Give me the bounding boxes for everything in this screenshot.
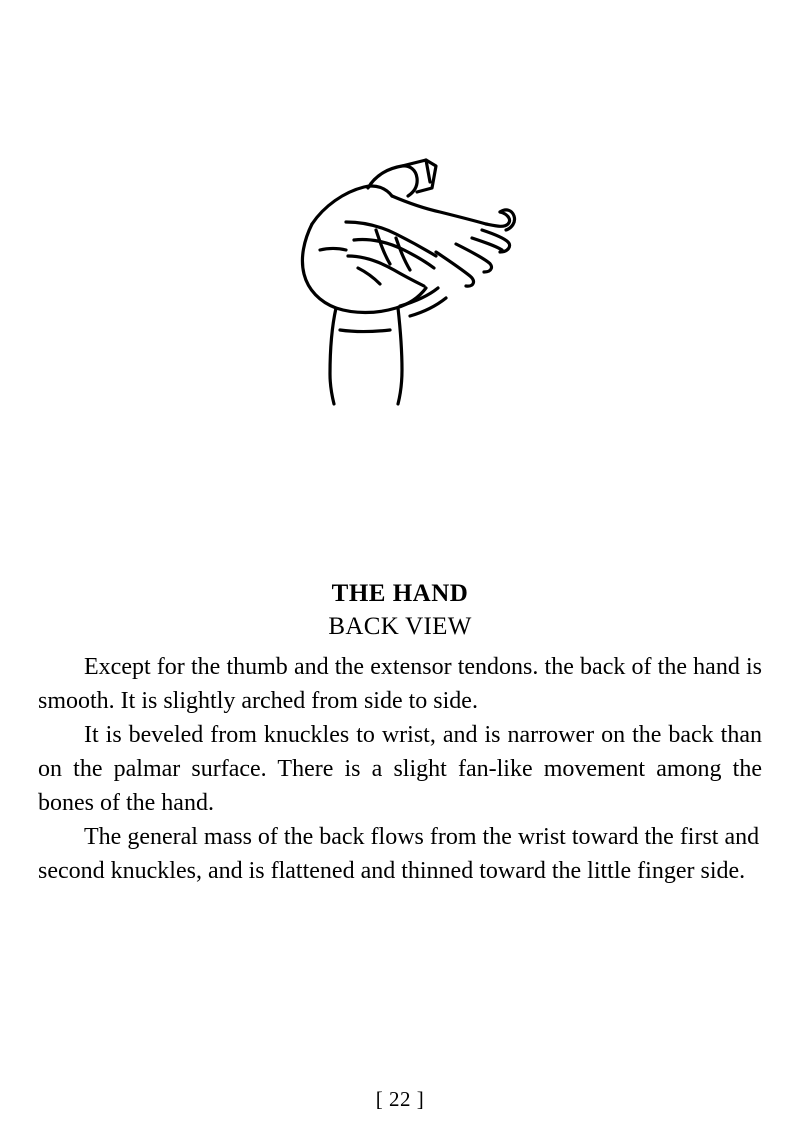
paragraph-1: Except for the thumb and the extensor tendons. the back of the hand is smooth. It is slightly arched from side to side. (38, 653, 762, 714)
hand-back-view-line-drawing (250, 130, 550, 410)
page-number: [ 22 ] (375, 1087, 425, 1111)
body-text-block (38, 580, 762, 888)
paragraph-3: The general mass of the back flows from the wrist toward the first and second knuckles, and is flattened and thinned toward the little finger side. (38, 823, 760, 884)
paragraph-2: It is beveled from knuckles to wrist, and is narrower on the back than on the palmar surface. There is a slight fan-like movement among the bones of the hand. (38, 721, 762, 816)
page-title: THE HAND (331, 580, 469, 607)
hand-back-view-illustration (0, 120, 800, 420)
page-subtitle: BACK VIEW (328, 612, 472, 640)
